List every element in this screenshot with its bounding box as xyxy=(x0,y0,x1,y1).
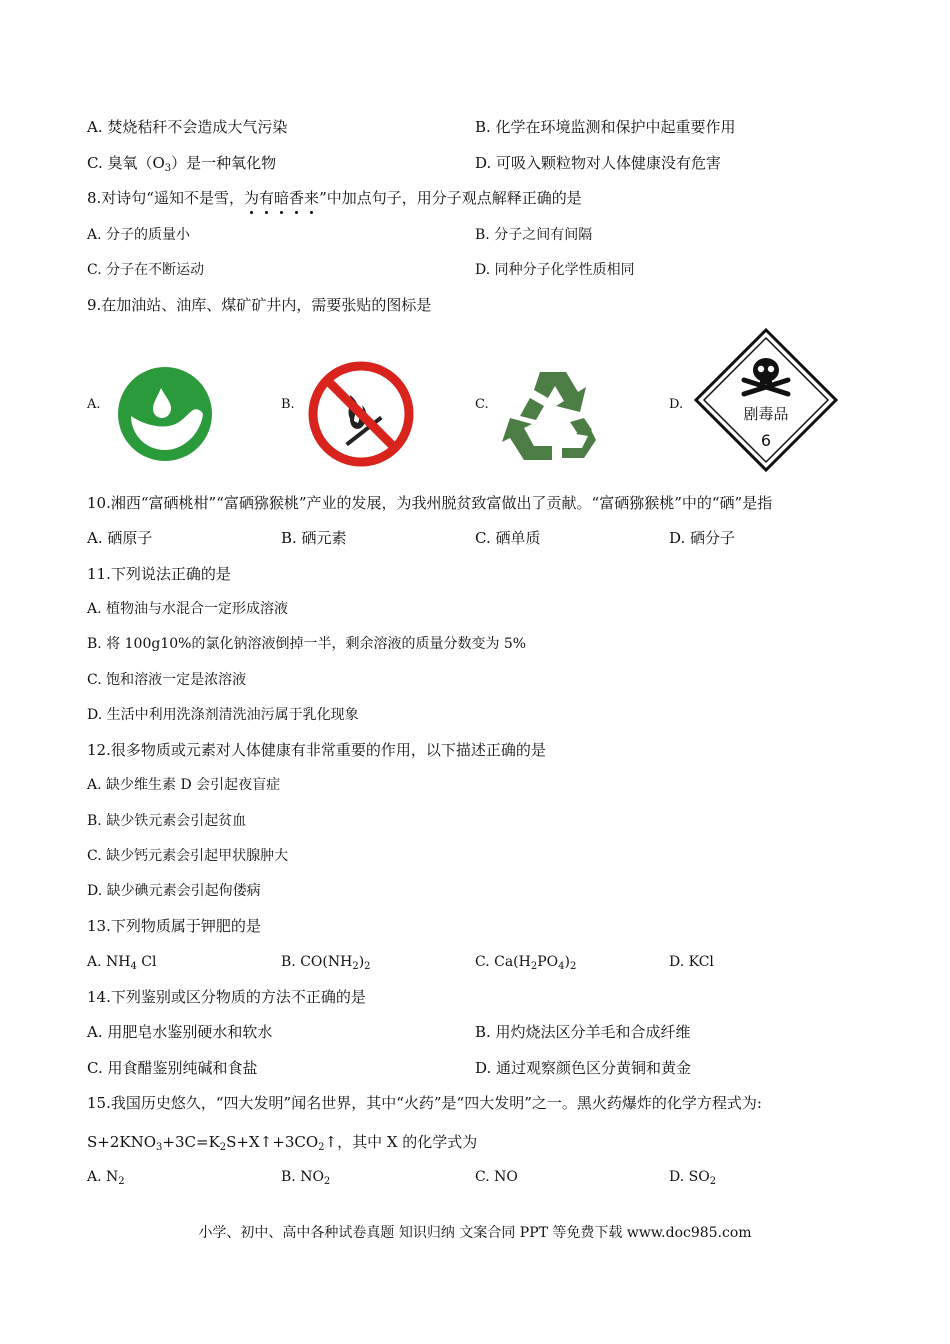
q12-stem: 12.很多物质或元素对人体健康有非常重要的作用，以下描述正确的是 xyxy=(87,741,546,759)
q13-option-a: A. $NH_4$ Cl xyxy=(87,954,157,972)
q15-stem: 15.我国历史悠久，“四大发明”闻名世界，其中“火药”是“四大发明”之一。黑火药爆炸的化学方程式为: xyxy=(87,1094,762,1112)
q9-stem: 9.在加油站、油库、煤矿矿井内，需要张贴的图标是 xyxy=(87,296,432,314)
q14-option-d: D. 通过观察颜色区分黄铜和黄金 xyxy=(475,1059,692,1077)
q11-option-b: B. 将 100g10%的氯化钠溶液倒掉一半，剩余溶液的质量分数变为 5% xyxy=(87,636,527,652)
toxic-label: 剧毒品 xyxy=(743,405,789,423)
q13-option-b: B. $CO(NH_2)_2$ xyxy=(281,954,371,972)
q14-option-c: C. 用食醋鉴别纯碱和食盐 xyxy=(87,1059,258,1077)
q12-option-c: C. 缺少钙元素会引起甲状腺肿大 xyxy=(87,848,289,864)
q13-option-c: C. $Ca(H_2PO_4)_2$ xyxy=(475,954,577,972)
q13-stem: 13.下列物质属于钾肥的是 xyxy=(87,917,261,935)
recycle-icon xyxy=(500,362,606,468)
q7-option-a: A. 焚烧秸秆不会造成大气污染 xyxy=(87,118,288,136)
q15-option-d: D. $SO_2$ xyxy=(669,1169,717,1187)
q14-stem: 14.下列鉴别或区分物质的方法不正确的是 xyxy=(87,988,366,1006)
q12-option-d: D. 缺少碘元素会引起佝偻病 xyxy=(87,883,261,899)
q8-option-d: D. 同种分子化学性质相同 xyxy=(475,262,635,278)
q11-stem: 11.下列说法正确的是 xyxy=(87,565,231,583)
q7-option-d: D. 可吸入颗粒物对人体健康没有危害 xyxy=(475,154,722,172)
q15-option-c: C. NO xyxy=(475,1169,518,1185)
q11-option-d: D. 生活中利用洗涤剂清洗油污属于乳化现象 xyxy=(87,707,359,723)
q14-option-a: A. 用肥皂水鉴别硬水和软水 xyxy=(87,1023,273,1041)
q15-option-a: A. $N_2$ xyxy=(87,1169,125,1187)
q10-stem: 10.湘西“富硒桃柑”“富硒猕猴桃”产业的发展，为我州脱贫致富做出了贡献。“富硒猕猴桃”中的“硒”是指 xyxy=(87,494,773,512)
q8-option-c: C. 分子在不断运动 xyxy=(87,262,205,278)
q11-option-c: C. 饱和溶液一定是浓溶液 xyxy=(87,672,247,688)
q11-option-a: A. 植物油与水混合一定形成溶液 xyxy=(87,601,289,617)
page-footer: 小学、初中、高中各种试卷真题 知识归纳 文案合同 PPT 等免费下载 www.doc985.com xyxy=(198,1225,752,1241)
no-smoking-icon xyxy=(306,359,416,469)
q14-option-b: B. 用灼烧法区分羊毛和合成纤维 xyxy=(475,1023,691,1041)
water-saving-icon xyxy=(117,366,213,462)
q8-option-a: A. 分子的质量小 xyxy=(87,227,191,243)
q12-option-b: B. 缺少铁元素会引起贫血 xyxy=(87,813,247,829)
q10-option-b: B. 硒元素 xyxy=(281,529,347,547)
q10-option-c: C. 硒单质 xyxy=(475,529,541,547)
q9-label-b: B. xyxy=(281,397,295,412)
q8-stem: 8.对诗句“遥知不是雪，为有暗香来”中加点句子，用分子观点解释正确的是 xyxy=(87,189,582,207)
q9-label-d: D. xyxy=(669,397,684,412)
q10-option-a: A. 硒原子 xyxy=(87,529,153,547)
q15-equation: $S+2KNO_3+3C=K_2S+X↑+3CO_2↑$，其中 X 的化学式为 xyxy=(87,1133,478,1153)
toxic-class-number: 6 xyxy=(760,431,772,450)
q12-option-a: A. 缺少维生素 D 会引起夜盲症 xyxy=(87,777,281,793)
q13-option-d: D. KCl xyxy=(669,954,714,970)
q10-option-d: D. 硒分子 xyxy=(669,529,736,547)
q15-option-b: B. $NO_2$ xyxy=(281,1169,331,1187)
q9-label-a: A. xyxy=(87,397,101,412)
q9-label-c: C. xyxy=(475,397,489,412)
q7-option-c: C. 臭氧$(O_3)$是一种氧化物 xyxy=(87,154,277,174)
toxic-hazard-icon xyxy=(694,328,838,472)
q7-option-b: B. 化学在环境监测和保护中起重要作用 xyxy=(475,118,736,136)
q8-option-b: B. 分子之间有间隔 xyxy=(475,227,593,243)
